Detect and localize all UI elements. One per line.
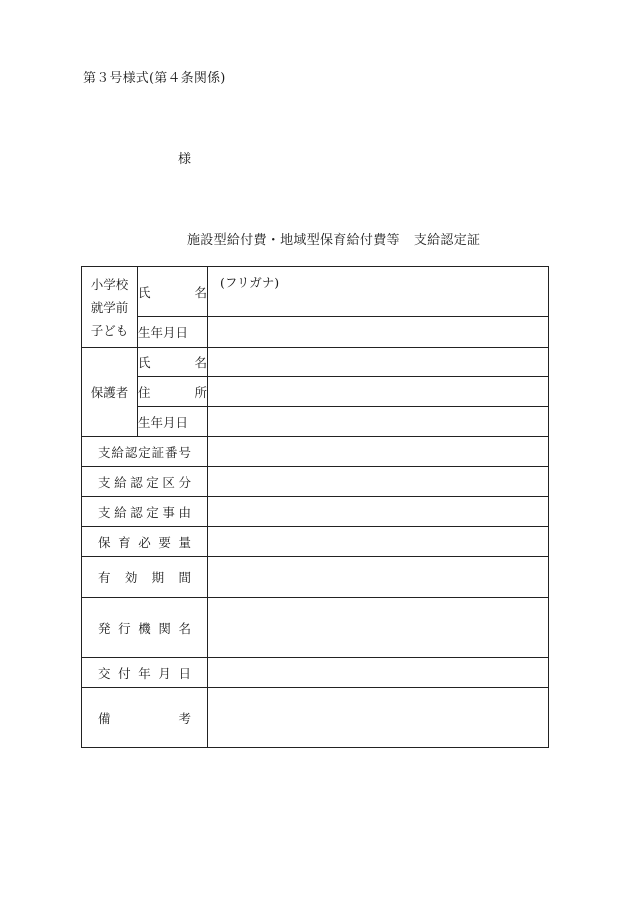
label-char: 名 [194, 284, 207, 300]
label-char: 機 [138, 620, 151, 636]
title-part-1: 施設型給付費・地域型保育給付費等 [187, 233, 400, 248]
guardian-address-row [82, 377, 549, 407]
child-group-line: 就学前 [90, 299, 129, 315]
child-birthdate-value[interactable] [208, 317, 549, 348]
certification-reason-row [82, 497, 549, 527]
guardian-birthdate-value[interactable] [208, 407, 549, 437]
label-char: 名 [194, 355, 207, 370]
label-char: 認 [130, 504, 143, 520]
label-char: 関 [158, 620, 171, 636]
label-char: 由 [178, 504, 191, 520]
remarks-label [82, 688, 208, 748]
label-char: 考 [178, 710, 191, 726]
validity-period-label [82, 557, 208, 598]
label-char: 付 [118, 665, 131, 681]
addressee-suffix: 様 [178, 152, 192, 167]
certification-reason-label [82, 497, 208, 527]
label-char: 効 [124, 570, 138, 585]
label-char: 間 [178, 570, 191, 585]
certification-category-value[interactable] [208, 467, 549, 497]
child-name-label [138, 267, 208, 317]
label-char: 備 [98, 710, 111, 726]
guardian-name-value[interactable] [208, 348, 549, 377]
label-char: 証 [151, 444, 165, 460]
child-birthdate-label [138, 317, 208, 348]
label-char: 給 [114, 504, 127, 520]
label-char: 給 [111, 444, 124, 460]
certification-category-label [82, 467, 208, 497]
issue-date-value[interactable] [208, 658, 549, 688]
label-char: 住 [138, 384, 151, 400]
label-char: 日 [178, 665, 191, 681]
certificate-number-row [82, 437, 549, 467]
label-char: 認 [124, 444, 138, 460]
label-char: 氏 [138, 355, 151, 370]
furigana-note: (フリガナ) [220, 275, 280, 290]
certificate-number-value[interactable] [208, 437, 549, 467]
label-char: 育 [118, 534, 131, 550]
validity-period-row [82, 557, 549, 598]
guardian-name-row [82, 348, 549, 377]
label-char: 区 [162, 474, 175, 490]
childcare-need-row [82, 527, 549, 557]
guardian-group-label [82, 348, 138, 437]
label-char: 月 [158, 665, 171, 681]
child-birthdate-row [82, 317, 549, 348]
guardian-birthdate-row [82, 407, 549, 437]
label-char: 年 [138, 665, 151, 681]
issuing-organization-value[interactable] [208, 598, 549, 658]
remarks-value[interactable] [208, 688, 549, 748]
label-char: 必 [138, 534, 151, 550]
child-name-value[interactable] [208, 267, 549, 317]
label-char: 有 [98, 570, 111, 585]
label-char: 事 [162, 504, 175, 520]
child-group-line: 小学校 [90, 276, 129, 292]
label-char: 保 [98, 534, 111, 550]
label-char: 支 [98, 474, 111, 490]
form-number: 第３号様式(第４条関係) [83, 71, 226, 86]
validity-period-value[interactable] [208, 557, 549, 598]
guardian-group-text: 保護者 [90, 384, 129, 400]
label-char: 定 [138, 444, 151, 460]
label-char: 認 [130, 474, 143, 490]
label-char: 氏 [138, 284, 151, 300]
child-name-row [82, 267, 549, 317]
label-char: 支 [98, 444, 111, 460]
issuing-organization-label [82, 598, 208, 658]
label-char: 量 [178, 534, 191, 550]
label-char: 番 [165, 444, 178, 460]
child-group-line: 子ども [90, 322, 129, 338]
title-part-2: 支給認定証 [413, 233, 481, 248]
issuing-organization-row [82, 598, 549, 658]
certification-reason-value[interactable] [208, 497, 549, 527]
label-char: 給 [114, 474, 127, 490]
certification-category-row [82, 467, 549, 497]
label-char: 行 [118, 620, 131, 636]
label-char: 要 [158, 534, 171, 550]
issue-date-label [82, 658, 208, 688]
label-char: 分 [178, 474, 191, 490]
certificate-table [81, 266, 549, 748]
label-char: 名 [178, 620, 191, 636]
label-char: 支 [98, 504, 111, 520]
label-char: 発 [98, 620, 111, 636]
issue-date-row [82, 658, 549, 688]
guardian-address-value[interactable] [208, 377, 549, 407]
guardian-birthdate-label [138, 407, 208, 437]
guardian-name-label [138, 348, 208, 377]
document-title [187, 229, 480, 248]
label-char: 交 [98, 665, 111, 681]
remarks-row [82, 688, 549, 748]
label-char: 期 [151, 570, 165, 585]
label-char: 定 [146, 474, 159, 490]
label-text: 生年月日 [138, 325, 189, 340]
label-text: 生年月日 [138, 414, 189, 430]
child-group-label [82, 267, 138, 348]
guardian-address-label [138, 377, 208, 407]
childcare-need-value[interactable] [208, 527, 549, 557]
label-char: 所 [194, 384, 207, 400]
childcare-need-label [82, 527, 208, 557]
label-char: 号 [178, 444, 191, 460]
certificate-number-label [82, 437, 208, 467]
label-char: 定 [146, 504, 159, 520]
